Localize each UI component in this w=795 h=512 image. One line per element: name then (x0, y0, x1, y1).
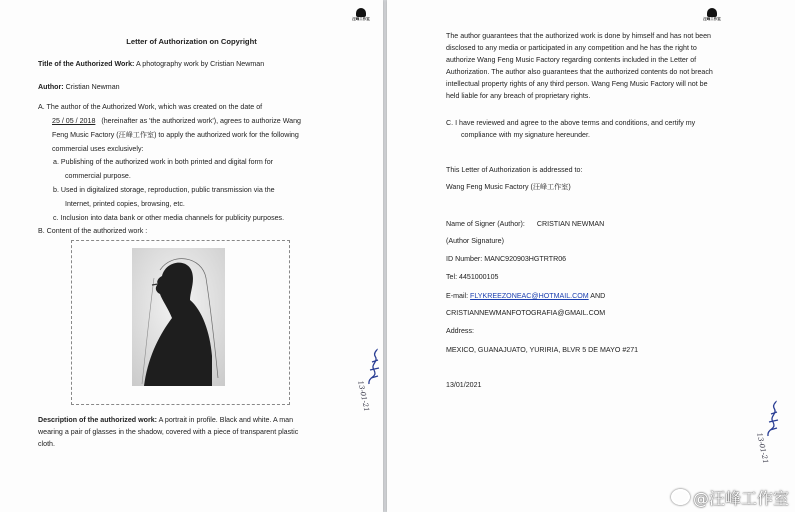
weibo-watermark (671, 486, 789, 509)
description-line-3: cloth. (38, 440, 55, 448)
studio-logo-right (703, 8, 721, 28)
signer-label: Name of Signer (Author): (446, 220, 525, 228)
email-gmail: CRISTIANNEWMANFOTOGRAFIA@GMAIL.COM (446, 309, 606, 317)
email-label: E-mail: (446, 292, 471, 300)
guarantee-line-6: held liable for any breach of proprietary rights. (446, 92, 591, 100)
addressee: Wang Feng Music Factory (汪峰工作室) (446, 183, 571, 191)
weibo-icon (671, 489, 690, 505)
description-label: Description of the authorized work: (38, 416, 158, 424)
address-label: Address: (446, 327, 474, 335)
clause-c-line-2: compliance with my signature hereunder. (461, 131, 590, 139)
description-text-1: A portrait in profile. Black and white. A man (157, 416, 294, 424)
creation-date: 25 / 05 / 2018 (52, 117, 96, 125)
signer-name: CRISTIAN NEWMAN (536, 220, 605, 228)
id-number-line: ID Number: MANC920903HGTRTR06 (446, 255, 567, 263)
addressed-to-line: This Letter of Authorization is addressed to: (446, 166, 583, 174)
handwritten-signature-icon (366, 348, 382, 388)
margin-signature-right (765, 400, 781, 445)
margin-handwritten-date-right: 13-01-21 (755, 432, 770, 465)
guarantee-line-5: intellectual property rights of any third person. Wang Feng Music Factory will not be (446, 80, 708, 88)
logo-mark-icon (707, 8, 717, 17)
studio-logo (352, 8, 370, 28)
guarantee-line-4: Authorization. The author also guarantees that the authorized contents do not breach (446, 68, 713, 76)
letter-title: Letter of Authorization on Copyright (126, 37, 257, 46)
use-item-b-line-1: b. Used in digitalized storage, reproduction, public transmission via the (53, 186, 275, 194)
work-title-value: A photography work by Cristian Newman (134, 60, 265, 68)
clause-c-line-1: C. I have reviewed and agree to the above terms and conditions, and certify my (446, 119, 696, 127)
tel-line: Tel: 4451000105 (446, 273, 499, 281)
guarantee-line-2: disclosed to any media or participated in any competition and he has the right to (446, 44, 697, 52)
author-line (38, 81, 120, 94)
work-title-label: Title of the Authorized Work: (38, 60, 135, 68)
portrait-figure-icon (132, 248, 225, 386)
handwritten-signature-icon (765, 400, 781, 440)
use-item-b-line-2: Internet, printed copies, browsing, etc. (65, 200, 185, 208)
guarantee-line-3: authorize Wang Feng Music Factory regarding contents included in the Letter of (446, 56, 697, 64)
margin-handwritten-date: 13-01-21 (356, 380, 371, 413)
email-link-hotmail[interactable]: FLYKREEZONEAC@HOTMAIL.COM (470, 292, 589, 300)
email-line (446, 290, 605, 303)
clause-a-line-4: commercial uses exclusively: (52, 145, 144, 153)
description-line-1 (38, 414, 293, 427)
logo-text: 汪峰工作室 (352, 17, 370, 21)
clause-a-line-2 (52, 115, 301, 128)
description-line-2: wearing a pair of glasses in the shadow, covered with a piece of transparent plastic (38, 428, 299, 436)
clause-a-text-2: (hereinafter as 'the authorized work'), agrees to authorize Wang (101, 117, 301, 125)
signer-line (446, 218, 604, 231)
logo-text: 汪峰工作室 (703, 17, 721, 21)
author-label: Author: (38, 83, 64, 91)
guarantee-line-1: The author guarantees that the authorized work is done by himself and has not been (446, 32, 712, 40)
author-value: Cristian Newman (63, 83, 120, 91)
use-item-a-line-1: a. Publishing of the authorized work in both printed and digital form for (53, 158, 274, 166)
watermark-text: @汪峰工作室 (692, 489, 789, 508)
left-document-page (0, 0, 383, 512)
clause-b-line: B. Content of the authorized work : (38, 227, 148, 235)
clause-a-line-3: Feng Music Factory (汪峰工作室) to apply the authorized work for the following (52, 131, 299, 139)
right-document-page (387, 0, 795, 512)
authorized-photo (132, 248, 225, 386)
email-and: AND (588, 292, 606, 300)
work-title-line (38, 58, 264, 71)
address-value: MEXICO, GUANAJUATO, YURIRIA, BLVR 5 DE MAYO #271 (446, 346, 639, 354)
author-signature-label: (Author Signature) (446, 237, 504, 245)
signing-date: 13/01/2021 (446, 381, 482, 389)
logo-mark-icon (356, 8, 366, 17)
margin-signature (366, 348, 382, 393)
use-item-c-line-1: c. Inclusion into data bank or other media channels for publicity purposes. (53, 214, 285, 222)
clause-a-line-1: A. The author of the Authorized Work, which was created on the date of (38, 103, 263, 111)
use-item-a-line-2: commercial purpose. (65, 172, 131, 180)
